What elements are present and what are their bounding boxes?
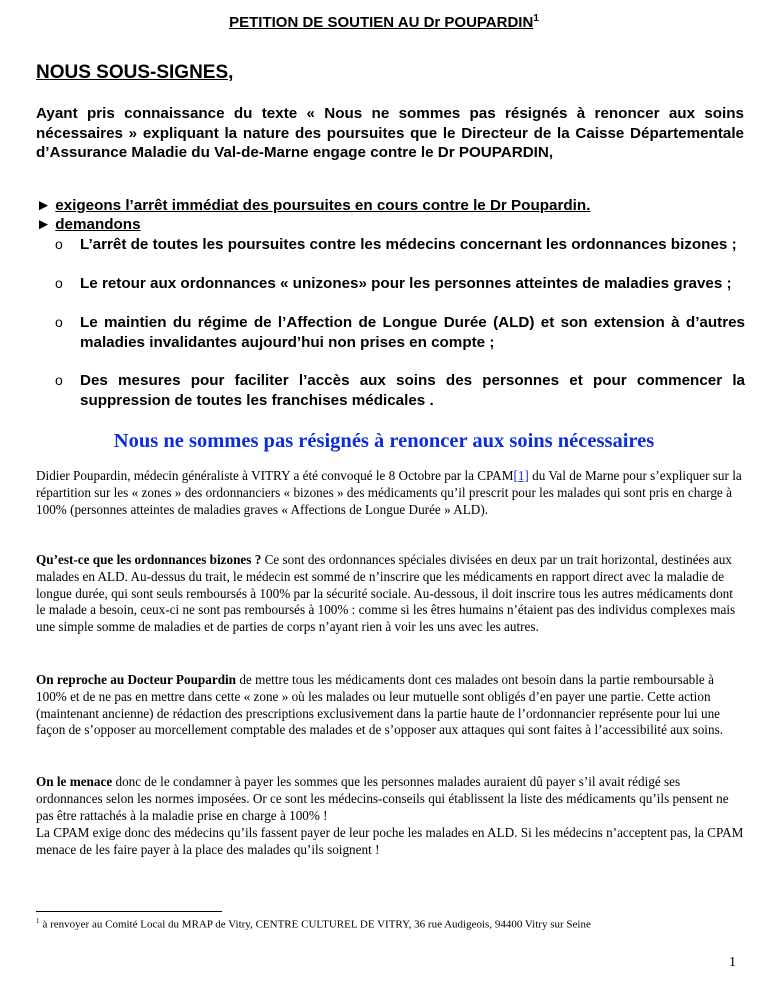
demand-item-text: L’arrêt de toutes les poursuites contre les médecins concernant les ordonnances bizones ; bbox=[80, 236, 737, 253]
demand-demandons bbox=[36, 216, 141, 233]
article-paragraph-4 bbox=[36, 774, 744, 824]
paragraph-text: Didier Poupardin, médecin généraliste à VITRY a été convoqué le 8 Octobre par la CPAM bbox=[36, 468, 514, 483]
circle-bullet-icon: o bbox=[55, 236, 63, 252]
article-paragraph-3 bbox=[36, 672, 744, 739]
paragraph-text: du Val de Marne pour s’expliquer sur la répartition sur les « zones » des ordonnanciers « bizones » des médicaments qu’il prescrit pour les malades qui sont pris en charge à 100% (personnes atteintes de maladies graves « Affections de Longue Durée » ALD). bbox=[36, 468, 742, 517]
paragraph-text: donc de le condamner à payer les sommes que les personnes malades auraient dû payer s’il avait rédigé ses ordonnances selon les normes imposées. Or ce sont les médecins-conseils qui établissent la liste des médicaments qu’ils pensent ne pas être rattachés à la maladie prise en charge à 100% ! bbox=[36, 774, 729, 823]
article-paragraph-1 bbox=[36, 468, 744, 518]
article-paragraph-5: La CPAM exige donc des médecins qu’ils fassent payer de leur poche les malades en ALD. Si les médecins n’acceptent pas, la CPAM menace de les faire payer à la place des malades qu’ils soignent ! bbox=[36, 825, 744, 857]
petition-title bbox=[0, 13, 768, 31]
footnote bbox=[36, 917, 591, 931]
paragraph-text: Ce sont des ordonnances spéciales divisées en deux par un trait horizontal, destinées aux malades en ALD. Au-dessus du trait, le médecin est sommé de n’inscrire que les médicaments en rapport direct avec la maladie de longue durée, qui sont seuls remboursés à 100% par la sécurité sociale. Au-dessous, il doit inscrire tous les autres médicaments dont le malade a besoin, ceux-ci ne sont pas remboursés à 100% : comme si les êtres humains n’étaient pas des individus complexes mais une simple somme de maladies et de parties de corps n’ayant rien à voir les uns avec les autres. bbox=[36, 552, 736, 635]
demand-item-text: Le maintien du régime de l’Affection de Longue Durée (ALD) et son extension à d’autres maladies invalidantes aujourd’hui non prises en compte ; bbox=[80, 314, 745, 351]
demand-exigeons bbox=[36, 197, 590, 214]
footnote-reference: 1 bbox=[533, 13, 539, 24]
demand-item bbox=[55, 371, 745, 410]
paragraph-lead: On le menace bbox=[36, 774, 113, 789]
footnote-text: à renvoyer au Comité Local du MRAP de Vitry, CENTRE CULTUREL DE VITRY, 36 rue Audigeois, 94400 Vitry sur Seine bbox=[42, 918, 591, 931]
footnote-separator bbox=[36, 911, 222, 912]
arrow-bullet-icon: ► bbox=[36, 216, 52, 233]
signatories-heading: NOUS SOUS-SIGNES, bbox=[36, 62, 234, 83]
intro-paragraph: Ayant pris connaissance du texte « Nous ne sommes pas résignés à renoncer aux soins nécessaires » expliquant la nature des poursuites que le Directeur de la Caisse Départementale d’Assurance Maladie du Val-de-Marne engage contre le Dr POUPARDIN, bbox=[36, 105, 744, 161]
paragraph-lead: Qu’est-ce que les ordonnances bizones ? bbox=[36, 552, 262, 567]
petition-title-text: PETITION DE SOUTIEN AU Dr POUPARDIN bbox=[229, 14, 534, 31]
circle-bullet-icon: o bbox=[55, 372, 63, 388]
circle-bullet-icon: o bbox=[55, 314, 63, 330]
demand-item bbox=[55, 274, 745, 294]
demand-item bbox=[55, 313, 745, 352]
arrow-bullet-icon: ► bbox=[36, 197, 52, 214]
article-paragraph-2 bbox=[36, 552, 744, 636]
page-number: 1 bbox=[729, 955, 736, 970]
demand-demandons-text: demandons bbox=[55, 216, 141, 233]
demand-item-text: Des mesures pour faciliter l’accès aux soins des personnes et pour commencer la suppression de toutes les franchises médicales . bbox=[80, 372, 745, 409]
footnote-number: 1 bbox=[36, 917, 40, 925]
article-title: Nous ne sommes pas résignés à renoncer aux soins nécessaires bbox=[113, 430, 655, 452]
circle-bullet-icon: o bbox=[55, 275, 63, 291]
demand-exigeons-text: exigeons l’arrêt immédiat des poursuites en cours contre le Dr Poupardin. bbox=[55, 197, 591, 214]
paragraph-text: de mettre tous les médicaments dont ces malades ont besoin dans la partie remboursable à 100% et de ne pas en mettre dans cette « zone » où les malades ou leur mutuelle sont obligés d’en payer une partie. Cette action (maintenant ancienne) de rédaction des prescriptions exclusivement dans la partie haute de l’ordonnancier représente pour lui une façon de s’opposer au morcellement comptable des malades et de s’opposer aux attaques qui sont faites à l’accessibilité aux soins. bbox=[36, 672, 723, 738]
paragraph-lead: On reproche au Docteur Poupardin bbox=[36, 672, 237, 687]
demand-item-text: Le retour aux ordonnances « unizones» pour les personnes atteintes de maladies graves ; bbox=[80, 275, 732, 292]
endnote-link[interactable]: [1] bbox=[513, 468, 529, 483]
demand-item bbox=[55, 235, 745, 255]
